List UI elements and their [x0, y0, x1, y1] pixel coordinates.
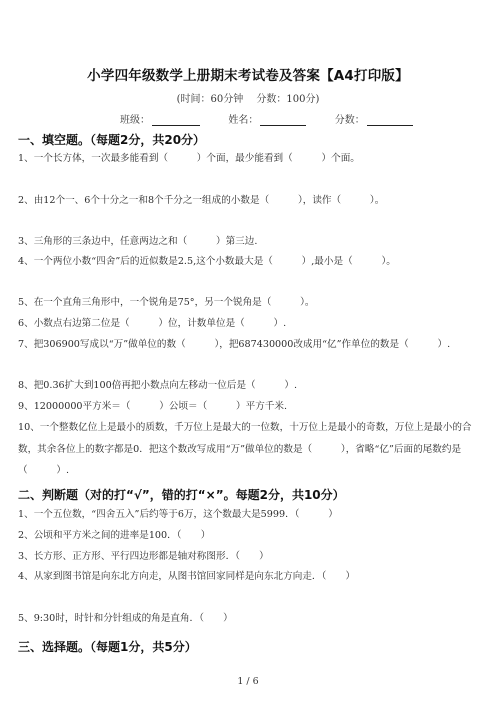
question-item: 5、9:30时，时针和分针组成的角是直角．（ ） — [18, 613, 233, 624]
exam-time-and-score: (时间：60分钟 分数：100分) — [176, 94, 320, 105]
question-item: 10、一个整数亿位上是最小的质数，千万位上是最大的一位数，十万位上是最小的奇数，万位上是最小的合数，其余各位上的数字都是0．把这个数改写成用“万”做单位的数是（ ），省略“亿”后面的尾数约是（ ）. — [18, 422, 472, 476]
student-info-row — [120, 111, 413, 126]
section-heading: 一、填空题。（每题2分，共20分） — [18, 133, 206, 147]
question-item: 3、长方形、正方形、平行四边形都是轴对称图形．（ ） — [18, 551, 269, 562]
question-item: 5、在一个直角三角形中，一个锐角是75°，另一个锐角是（ ）。 — [18, 297, 315, 308]
question-item: 2、公顷和平方米之间的进率是100．（ ） — [18, 530, 211, 541]
question-item: 1、一个五位数，“四舍五入”后约等于6万，这个数最大是5999．（ ） — [18, 509, 338, 520]
question-item: 2、由12个一、6个十分之一和8个千分之一组成的小数是（ ），读作（ ）。 — [18, 195, 385, 206]
page-number: 1 / 6 — [237, 676, 259, 687]
question-item: 3、三角形的三条边中，任意两边之和（ ）第三边. — [18, 236, 258, 247]
question-item: 9、12000000平方米＝（ ）公顷＝（ ）平方千米. — [18, 401, 288, 412]
question-item: 4、一个两位小数“四舍”后的近似数是2.5,这个小数最大是（ ）,最小是（ ）。 — [18, 256, 396, 267]
question-item: 8、把0.36扩大到100倍再把小数点向左移动一位后是（ ）. — [18, 380, 298, 391]
page-title: 小学四年级数学上册期末考试卷及答案【A4打印版】 — [87, 68, 409, 84]
section-heading: 二、判断题（对的打“√”，错的打“×”。每题2分，共10分） — [18, 488, 345, 502]
name-blank — [260, 114, 306, 126]
question-item: 1、一个长方体，一次最多能看到（ ）个面，最少能看到（ ）个面。 — [18, 153, 360, 164]
class-label: 班级： — [120, 115, 150, 126]
question-item: 6、小数点右边第二位是（ ）位，计数单位是（ ）. — [18, 318, 287, 329]
name-label: 姓名： — [228, 115, 259, 126]
class-blank — [152, 114, 200, 126]
section-heading: 三、选择题。（每题1分，共5分） — [18, 640, 197, 654]
question-item: 4、从家到图书馆是向东北方向走，从图书馆回家同样是向东北方向走．（ ） — [18, 571, 356, 582]
question-item: 7、把306900写成以“万”做单位的数（ ），把687430000改成用“亿”作单位的数是（ ）. — [18, 339, 451, 350]
score-blank — [367, 114, 413, 126]
score-label: 分数： — [334, 115, 365, 126]
